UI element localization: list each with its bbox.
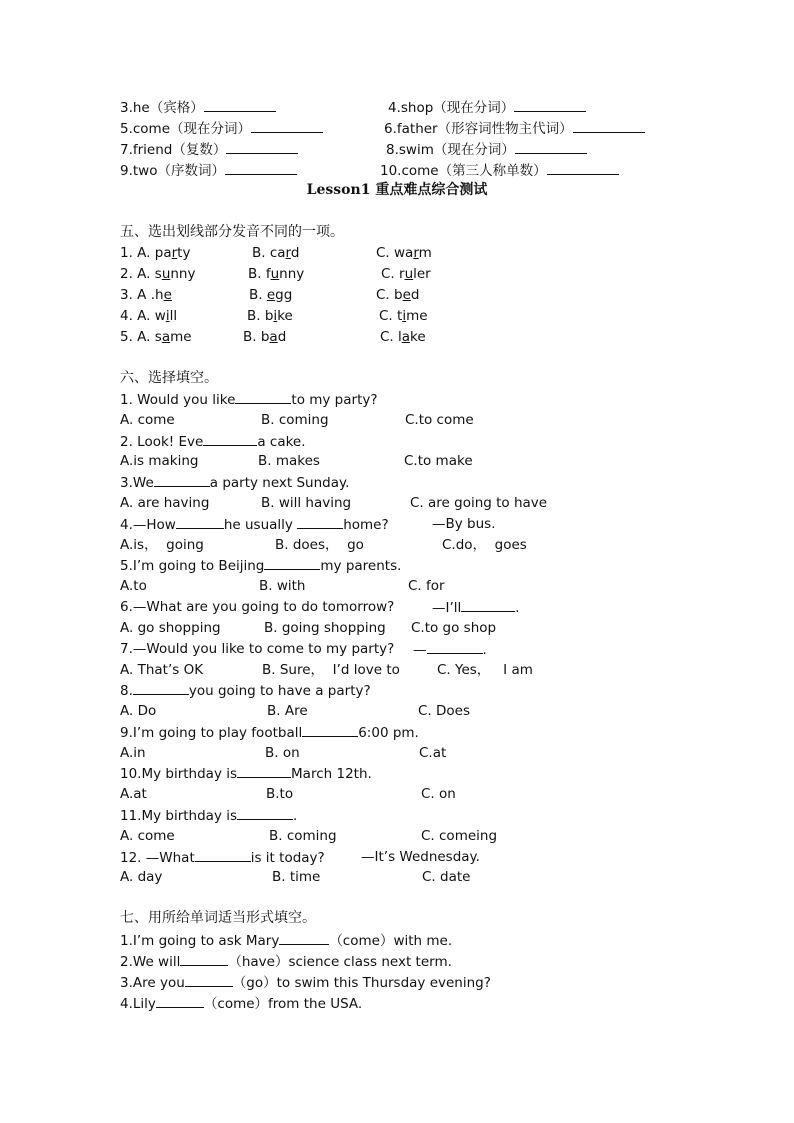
pron-q2-c: C. ruler — [381, 266, 431, 282]
section-6-heading: 六、选择填空。 — [120, 370, 218, 386]
vocab-item-3: 3.he（宾格） — [120, 98, 276, 117]
choice-q11: 11.My birthday is . — [120, 808, 298, 824]
choice-q9: 9.I’m going to play football 6:00 pm. — [120, 725, 419, 741]
answer-blank[interactable] — [154, 473, 210, 487]
pron-q3-c: C. bed — [376, 287, 420, 303]
choice-q6: 6.—What are you going to do tomorrow? — [120, 599, 395, 615]
pron-q4-b: B. bike — [247, 308, 293, 324]
pron-q3: 3. A .he — [120, 287, 172, 303]
choice-q9-c: C.at — [419, 745, 447, 761]
answer-blank[interactable] — [133, 681, 189, 695]
choice-q11-a: A. come — [120, 828, 175, 844]
fill-q2: 2.We will （have）science class next term. — [120, 954, 452, 970]
choice-q6-b: B. going shopping — [264, 620, 386, 636]
choice-q1-c: C.to come — [405, 412, 474, 428]
pron-q1-b: B. card — [252, 245, 300, 261]
choice-q4-b: B. does， go — [275, 537, 364, 553]
choice-q8-c: C. Does — [418, 703, 471, 719]
choice-q3-b: B. will having — [261, 495, 352, 511]
choice-q8-b: B. Are — [267, 703, 308, 719]
choice-q7-c: C. Yes， I am — [437, 662, 533, 678]
choice-q4: 4.—How he usually home? — [120, 517, 389, 533]
choice-q12-a: A. day — [120, 869, 163, 885]
choice-q12-answer: —It’s Wednesday. — [361, 849, 480, 865]
choice-q3: 3.We a party next Sunday. — [120, 475, 350, 491]
choice-q1-a: A. come — [120, 412, 175, 428]
choice-q11-b: B. coming — [269, 828, 337, 844]
answer-blank[interactable] — [204, 98, 276, 112]
choice-q11-c: C. comeing — [421, 828, 498, 844]
choice-q7-answer: — . — [413, 642, 487, 658]
choice-q10-a: A.at — [120, 786, 147, 802]
answer-blank[interactable] — [156, 994, 204, 1008]
answer-blank[interactable] — [427, 640, 483, 654]
fill-q4: 4.Lily （come）from the USA. — [120, 996, 363, 1012]
answer-blank[interactable] — [176, 515, 224, 529]
pron-q3-b: B. egg — [249, 287, 293, 303]
answer-blank[interactable] — [226, 140, 298, 154]
choice-q2-c: C.to make — [404, 453, 473, 469]
choice-q4-answer: —By bus. — [432, 516, 496, 532]
answer-blank[interactable] — [297, 515, 343, 529]
choice-q10: 10.My birthday is March 12th. — [120, 766, 372, 782]
answer-blank[interactable] — [514, 98, 586, 112]
choice-q7-a: A. That’s OK — [120, 662, 204, 678]
fill-q3: 3.Are you （go）to swim this Thursday evening? — [120, 975, 491, 991]
answer-blank[interactable] — [237, 764, 291, 778]
choice-q12-b: B. time — [272, 869, 321, 885]
answer-blank[interactable] — [547, 161, 619, 175]
answer-blank[interactable] — [235, 390, 291, 404]
choice-q3-c: C. are going to have — [410, 495, 548, 511]
answer-blank[interactable] — [180, 952, 228, 966]
vocab-item-8: 8.swim（现在分词） — [386, 140, 587, 159]
vocab-item-5: 5.come（现在分词） — [120, 119, 323, 138]
pron-q4-c: C. time — [379, 308, 428, 324]
choice-q1-b: B. coming — [261, 412, 329, 428]
choice-q10-c: C. on — [421, 786, 456, 802]
choice-q9-b: B. on — [265, 745, 300, 761]
choice-q3-a: A. are having — [120, 495, 210, 511]
pron-q2-b: B. funny — [248, 266, 305, 282]
pron-q5-c: C. lake — [380, 329, 426, 345]
answer-blank[interactable] — [237, 806, 293, 820]
choice-q6-answer: —I’ll . — [432, 600, 520, 616]
choice-q10-b: B.to — [266, 786, 294, 802]
choice-q7: 7.—Would you like to come to my party? — [120, 641, 395, 657]
choice-q5-b: B. with — [259, 578, 306, 594]
page-title: Lesson1 重点难点综合测试 — [306, 182, 488, 198]
answer-blank[interactable] — [251, 119, 323, 133]
answer-blank[interactable] — [185, 973, 233, 987]
answer-blank[interactable] — [461, 598, 515, 612]
choice-q6-a: A. go shopping — [120, 620, 221, 636]
answer-blank[interactable] — [573, 119, 645, 133]
answer-blank[interactable] — [203, 432, 257, 446]
choice-q8: 8. you going to have a party? — [120, 683, 371, 699]
choice-q4-c: C.do， goes — [442, 537, 527, 553]
choice-q2-a: A.is making — [120, 453, 199, 469]
choice-q12: 12. —What is it today? — [120, 850, 325, 866]
choice-q9-a: A.in — [120, 745, 146, 761]
vocab-item-7: 7.friend（复数） — [120, 140, 298, 159]
pron-q2: 2. A. sunny — [120, 266, 196, 282]
pron-q5: 5. A. same — [120, 329, 192, 345]
vocab-item-9: 9.two（序数词） — [120, 161, 297, 180]
answer-blank[interactable] — [279, 931, 329, 945]
choice-q4-a: A.is， going — [120, 537, 204, 553]
choice-q5-c: C. for — [408, 578, 445, 594]
choice-q8-a: A. Do — [120, 703, 157, 719]
pron-q5-b: B. bad — [243, 329, 287, 345]
fill-q1: 1.I’m going to ask Mary （come）with me. — [120, 933, 453, 949]
vocab-item-4: 4.shop（现在分词） — [388, 98, 586, 117]
choice-q2-b: B. makes — [258, 453, 320, 469]
answer-blank[interactable] — [264, 556, 320, 570]
choice-q2: 2. Look! Eve a cake. — [120, 434, 306, 450]
section-7-heading: 七、用所给单词适当形式填空。 — [120, 910, 316, 926]
answer-blank[interactable] — [302, 723, 358, 737]
pron-q1-c: C. warm — [376, 245, 432, 261]
answer-blank[interactable] — [195, 848, 251, 862]
choice-q7-b: B. Sure， I’d love to — [262, 662, 400, 678]
answer-blank[interactable] — [225, 161, 297, 175]
section-5-heading: 五、选出划线部分发音不同的一项。 — [120, 224, 344, 240]
vocab-item-6: 6.father（形容词性物主代词） — [384, 119, 645, 138]
answer-blank[interactable] — [515, 140, 587, 154]
choice-q1: 1. Would you like to my party? — [120, 392, 378, 408]
choice-q5-a: A.to — [120, 578, 147, 594]
vocab-item-10: 10.come（第三人称单数） — [380, 161, 619, 180]
choice-q12-c: C. date — [422, 869, 471, 885]
pron-q1: 1. A. party — [120, 245, 191, 261]
pron-q4: 4. A. will — [120, 308, 178, 324]
choice-q5: 5.I’m going to Beijing my parents. — [120, 558, 402, 574]
choice-q6-c: C.to go shop — [411, 620, 497, 636]
